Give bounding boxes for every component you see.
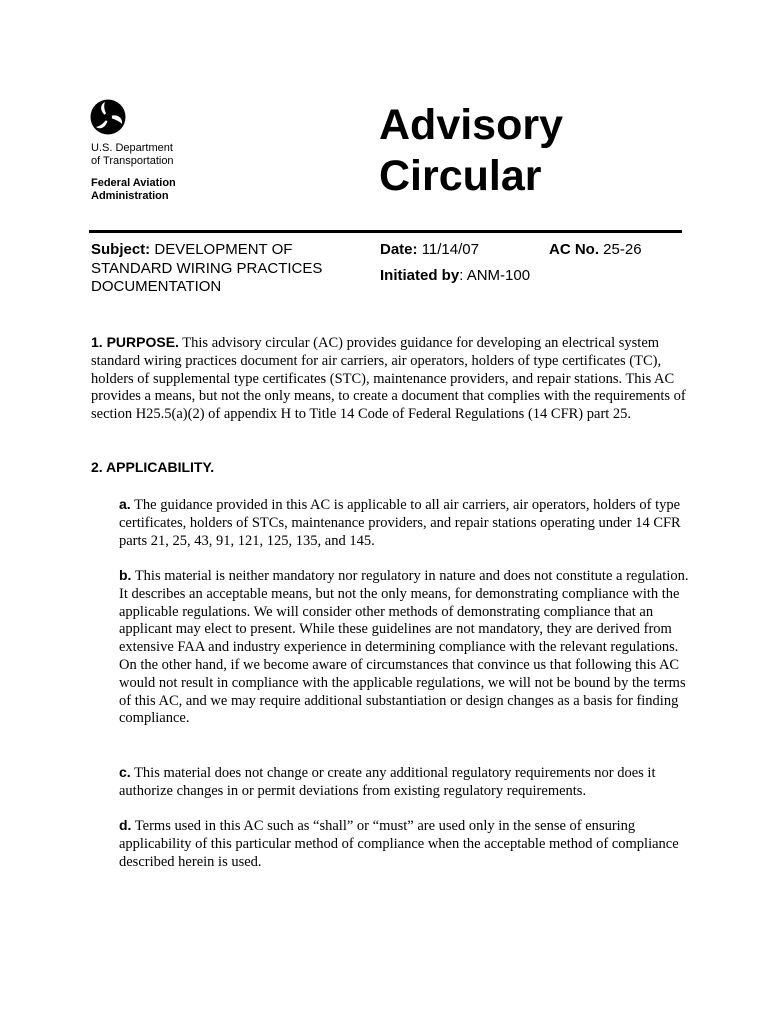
applicability-heading: 2. APPLICABILITY.: [91, 459, 215, 475]
dot-triskelion-logo-icon: [90, 99, 126, 135]
applicability-item-b: [119, 567, 691, 728]
document-title: [379, 100, 563, 202]
item-letter: c.: [119, 764, 131, 780]
initiated-by-field: Initiated by: ANM-100: [380, 267, 531, 284]
item-letter: b.: [119, 567, 132, 583]
header-divider: [89, 230, 682, 233]
item-text: The guidance provided in this AC is applicable to all air carriers, air operators, holders of type certificates, holders of STCs, maintenance providers, and repair stations operating under 14 CFR parts 21, 25, 43, 91, 121, 125, 135, and 145.: [119, 497, 681, 549]
agency-line: of Transportation: [91, 154, 174, 167]
title-line: Circular: [379, 152, 542, 200]
subject-label: Subject:: [91, 241, 151, 258]
date-label: Date:: [380, 241, 418, 258]
purpose-text: This advisory circular (AC) provides guidance for developing an electrical system standard wiring practices document for air carriers, air operators, holders of type certificates (TC), holders of supplemental type certificates (STC), maintenance providers, and repair stations. This AC provides a means, but not the only means, to create a document that complies with the requirements of section H25.5(a)(2) of appendix H to Title 14 Code of Federal Regulations (14 CFR) part 25.: [91, 335, 686, 423]
ac-number-value: 25-26: [603, 241, 642, 258]
item-text: This material does not change or create any additional regulatory requirements nor does it authorize changes in or permit deviations from existing regulatory requirements.: [119, 765, 656, 799]
ac-number-field: [549, 241, 642, 260]
ac-number-label: AC No.: [549, 241, 599, 258]
applicability-item-a: [119, 496, 691, 550]
initiated-by-label: Initiated by: [380, 267, 460, 284]
purpose-paragraph: [91, 334, 691, 424]
item-letter: a.: [119, 496, 131, 512]
initiated-by-value: ANM-100: [466, 267, 531, 284]
agency-name: [91, 142, 174, 167]
item-text: Terms used in this AC such as “shall” or “must” are used only in the sense of ensuring applicability of this particular method of compliance when the acceptable method of compliance described herein is used.: [119, 818, 679, 870]
faa-line: Federal Aviation: [91, 177, 176, 189]
date-field: [380, 241, 479, 260]
faa-name: [91, 177, 176, 202]
item-letter: d.: [119, 817, 132, 833]
title-line: Advisory: [379, 101, 564, 149]
subject-text: DEVELOPMENT OF STANDARD WIRING PRACTICES DOCUMENTATION: [91, 241, 323, 295]
agency-line: U.S. Department: [91, 142, 173, 154]
subject-field: [91, 241, 346, 297]
purpose-heading: 1. PURPOSE.: [91, 334, 179, 350]
date-value: 11/14/07: [421, 241, 479, 258]
applicability-item-c: [119, 764, 691, 801]
item-text: This material is neither mandatory nor regulatory in nature and does not constitute a regulation. It describes an acceptable means, but not the only means, for demonstrating compliance with the applicable regulations. We will consider other methods of demonstrating compliance that an applicant may elect to present. While these guidelines are not mandatory, they are derived from extensive FAA and industry experience in determining compliance with the relevant regulations. On the other hand, if we become aware of circumstances that convince us that following this AC would not result in compliance with the applicable regulations, we will not be bound by the terms of this AC, and we may require additional substantiation or design changes as a basis for finding compliance.: [119, 568, 689, 727]
applicability-item-d: [119, 817, 691, 871]
faa-line: Administration: [91, 189, 169, 202]
